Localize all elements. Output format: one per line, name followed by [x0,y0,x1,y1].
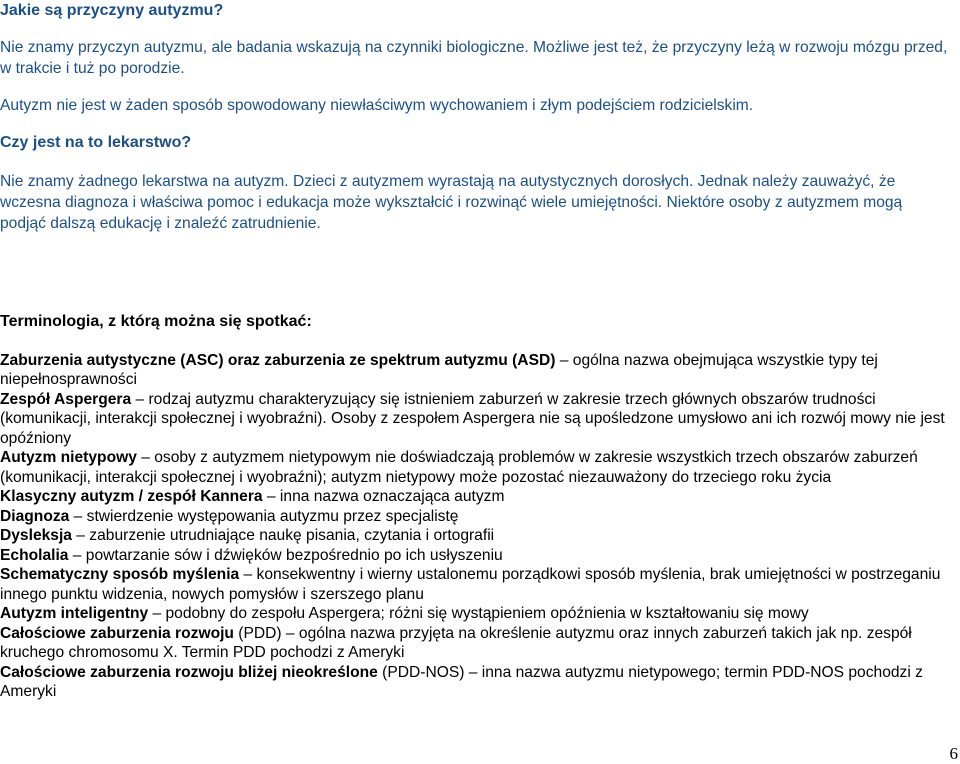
term-entry [0,507,952,527]
term-definition: – konsekwentny i wierny ustalonemu porządkowi sposób myślenia, brak umiejętności w postrzeganiu innego punktu widzenia, nowych pomysłów i szerszego planu [0,566,941,603]
term-entry [0,565,952,604]
term-name: Całościowe zaburzenia rozwoju [0,624,234,642]
term-entry [0,624,952,663]
term-name: Dysleksja [0,527,72,544]
term-name: Klasyczny autyzm / zespół Kannera [0,488,263,505]
term-entry [0,526,952,546]
term-entry [0,663,952,702]
term-definition: – powtarzanie sów i dźwięków bezpośrednio po ich usłyszeniu [68,546,503,564]
term-name: Autyzm nietypowy [0,449,137,466]
term-name: Zaburzenia autystyczne (ASC) oraz zaburzenia ze spektrum autyzmu (ASD) [0,351,556,369]
term-name: Całościowe zaburzenia rozwoju bliżej nieokreślone [0,663,378,681]
term-definition: (PDD) – ogólna nazwa przyjęta na określenie autyzmu oraz innych zaburzeń takich jak np. zespół kruchego chromosomu X. Termin PDD pochodzi z Ameryki [0,624,912,661]
term-entry [0,351,952,390]
paragraph-cure: Nie znamy żadnego lekarstwa na autyzm. Dzieci z autyzmem wyrastają na autystycznych dorosłych. Jednak należy zauważyć, że wczesna diagnoza i właściwa pomoc i edukacja może wykształcić i rozwinąć wiele umiejętności. Niektóre osoby z autyzmem mogą podjąć dalszą edukację i znaleźć zatrudnienie. [0,173,903,232]
term-definition: – podobny do zespołu Aspergera; różni się wystąpieniem opóźnienia w kształtowaniu się mowy [148,605,809,622]
terminology-heading: Terminologia, z którą można się spotkać: [0,313,312,330]
question-causes: Jakie są przyczyny autyzmu? [0,2,224,19]
term-definition: – ogólna nazwa obejmująca wszystkie typy tej niepełnosprawności [0,351,878,388]
term-definition: – zaburzenie utrudniające naukę pisania, czytania i ortografii [71,527,495,544]
term-entry [0,604,952,624]
term-entry [0,546,952,566]
term-definition: (PDD-NOS) – inna nazwa autyzmu nietypowego; termin PDD-NOS pochodzi z Ameryki [0,663,923,700]
term-name: Zespół Aspergera [0,390,132,408]
paragraph-upbringing: Autyzm nie jest w żaden sposób spowodowany niewłaściwym wychowaniem i złym podejściem rodzicielskim. [0,97,754,114]
term-definition: – rodzaj autyzmu charakteryzujący się istnieniem zaburzeń w zakresie trzech głównych obszarów trudności (komunikacji, interakcji społecznej i wyobraźni). Osoby z zespołem Aspergera nie są upośledzone umysłowo ani ich rozwój mowy nie jest opóźniony [0,390,945,447]
term-definition: – stwierdzenie występowania autyzmu przez specjalistę [69,507,459,525]
autism-faq-section [0,0,950,234]
term-entry [0,487,952,507]
term-name: Autyzm inteligentny [0,605,149,622]
page-number: 6 [949,744,958,763]
term-entry [0,448,952,487]
paragraph-causes: Nie znamy przyczyn autyzmu, ale badania wskazują na czynniki biologiczne. Możliwe jest też, że przyczyny leżą w rozwoju mózgu przed, w trakcie i tuż po porodzie. [0,39,948,77]
term-name: Diagnoza [0,507,70,525]
question-cure: Czy jest na to lekarstwo? [0,134,192,151]
term-definition: – inna nazwa oznaczająca autyzm [262,488,505,505]
term-definition: – osoby z autyzmem nietypowym nie doświadczają problemów w zakresie wszystkich trzech obszarów zaburzeń (komunikacji, interakcji społecznej i wyobraźni); autyzm nietypowy może pozostać niezauważony do trzeciego roku życia [0,449,918,486]
term-name: Echolalia [0,546,69,564]
term-entry [0,390,952,449]
terminology-section [0,312,952,702]
term-name: Schematyczny sposób myślenia [0,566,240,583]
